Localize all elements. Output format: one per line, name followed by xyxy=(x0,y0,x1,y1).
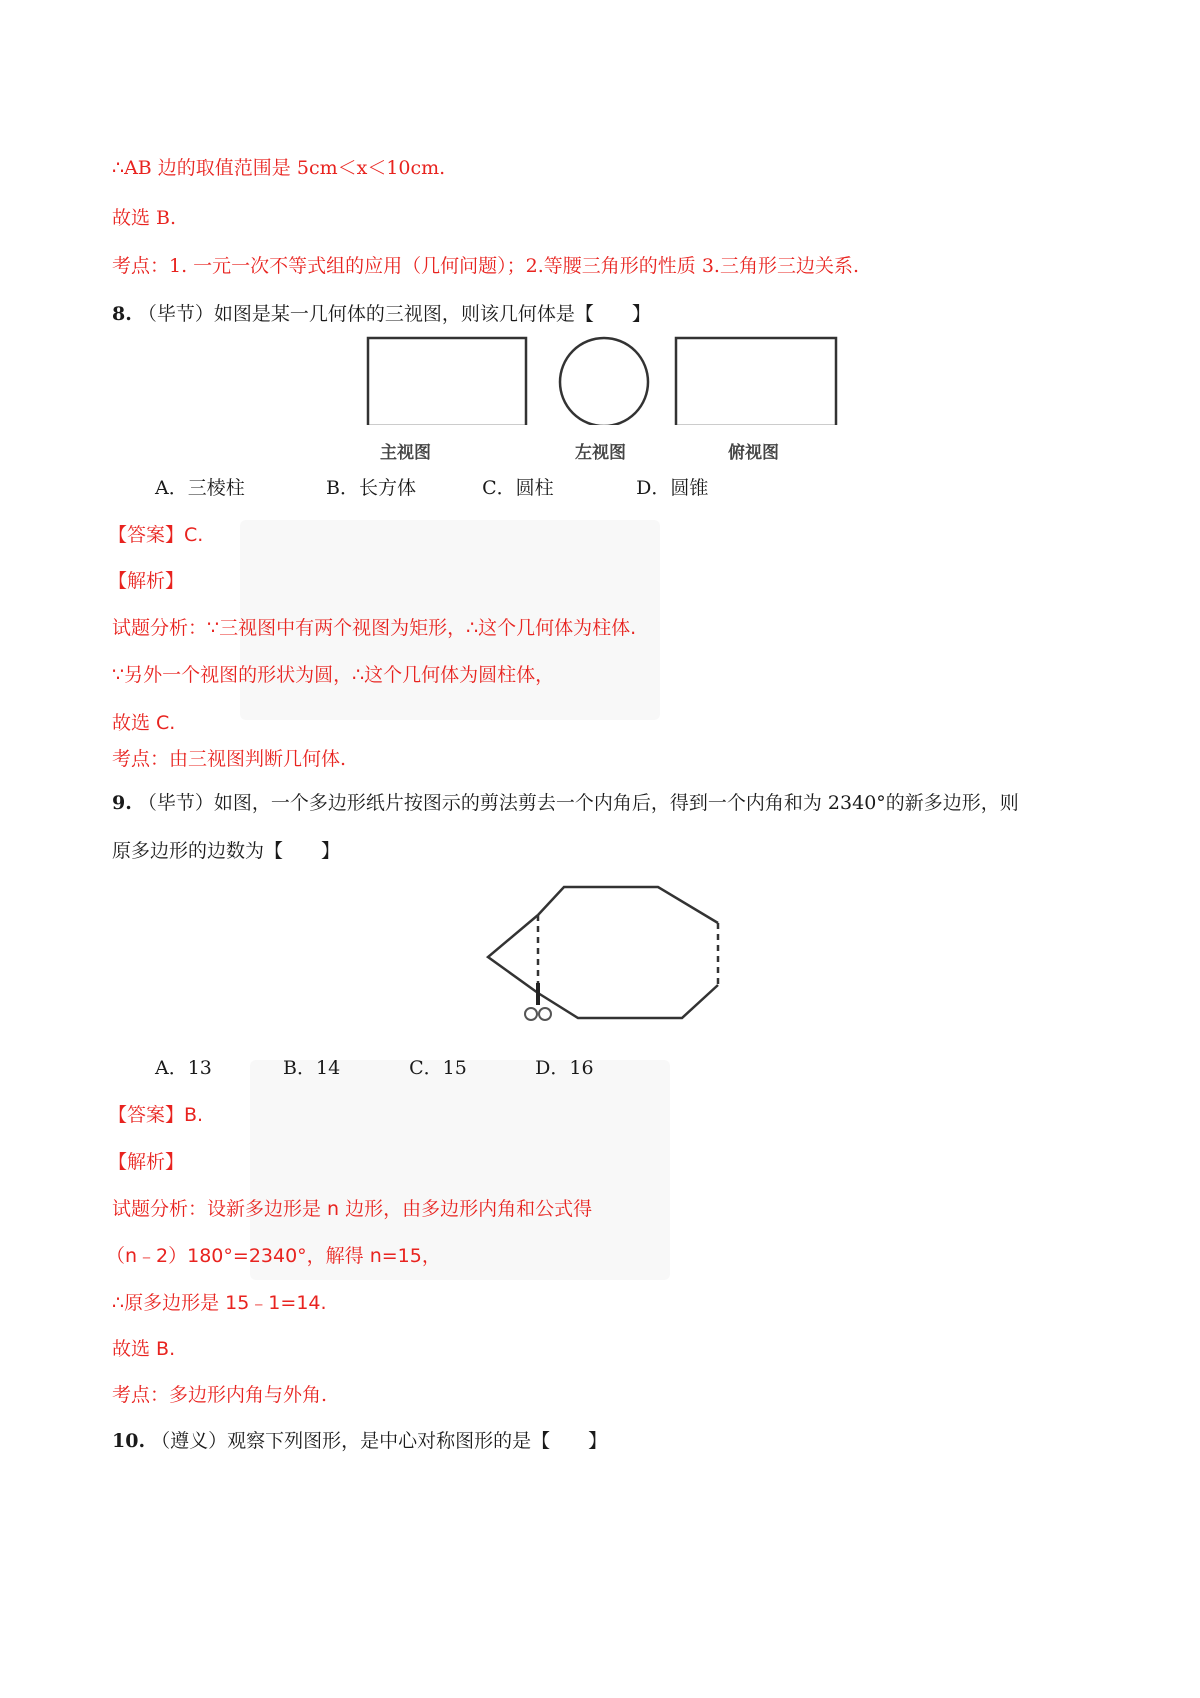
scissors-icon xyxy=(525,983,551,1020)
q8-analysis-line-3: 故选 C. xyxy=(112,712,176,734)
polygon-solid-edges xyxy=(538,887,718,923)
q9-stem-line-2: 原多边形的边数为【 】 xyxy=(112,840,341,862)
q8-option-d: D．圆锥 xyxy=(636,477,709,499)
side-view-caption: 左视图 xyxy=(575,443,626,463)
q9-analysis-line-2: （n﹣2）180°=2340°，解得 n=15， xyxy=(106,1245,441,1267)
q9-option-d: D．16 xyxy=(535,1057,594,1079)
q9-option-b: B．14 xyxy=(283,1057,341,1079)
front-view-caption: 主视图 xyxy=(380,443,431,463)
q7-range-text: ∴AB 边的取值范围是 5cm＜x＜10cm. xyxy=(112,157,446,179)
cut-corner-edges xyxy=(488,915,538,993)
q9-option-a: A．13 xyxy=(155,1057,212,1079)
q8-number: 8. xyxy=(112,303,132,325)
q7-choice-text: 故选 B. xyxy=(112,207,177,229)
q9-polygon-figure xyxy=(470,875,730,1025)
q8-option-c: C．圆柱 xyxy=(482,477,554,499)
q9-answer: 【答案】B. xyxy=(108,1104,204,1126)
q8-three-views-figure xyxy=(360,330,840,425)
q8-answer: 【答案】C. xyxy=(108,524,204,546)
q9-stem-line-1 xyxy=(112,790,1019,816)
q10-number: 10. xyxy=(112,1430,146,1452)
front-view-rectangle xyxy=(368,338,526,425)
side-view-circle xyxy=(560,338,648,425)
q10-stem-text: （遵义）观察下列图形，是中心对称图形的是【 】 xyxy=(151,1430,608,1452)
q9-analysis-label: 【解析】 xyxy=(108,1151,185,1173)
polygon-solid-edges-lower xyxy=(538,985,718,1018)
q8-analysis-line-2: ∵另外一个视图的形状为圆，∴这个几何体为圆柱体， xyxy=(112,664,555,686)
q9-option-c: C．15 xyxy=(409,1057,467,1079)
q8-stem xyxy=(112,301,651,327)
q10-stem xyxy=(112,1428,607,1454)
q9-number: 9. xyxy=(112,792,132,814)
q9-points: 考点：多边形内角与外角. xyxy=(112,1384,328,1406)
q8-options xyxy=(155,475,708,501)
top-view-caption: 俯视图 xyxy=(728,443,779,463)
top-view-rectangle xyxy=(676,338,836,425)
q8-analysis-label: 【解析】 xyxy=(108,570,185,592)
q9-analysis-line-3: ∴原多边形是 15﹣1=14. xyxy=(112,1292,327,1314)
q8-stem-text: （毕节）如图是某一几何体的三视图，则该几何体是【 】 xyxy=(137,303,651,325)
q8-option-b: B．长方体 xyxy=(326,477,417,499)
q9-options xyxy=(155,1055,594,1081)
q8-points: 考点：由三视图判断几何体. xyxy=(112,748,347,770)
q7-points-text: 考点：1. 一元一次不等式组的应用（几何问题）；2.等腰三角形的性质 3.三角形三边关系. xyxy=(112,255,860,277)
q9-analysis-line-1: 试题分析：设新多边形是 n 边形，由多边形内角和公式得 xyxy=(112,1198,593,1220)
q9-stem-text-1: （毕节）如图，一个多边形纸片按图示的剪法剪去一个内角后，得到一个内角和为 2340°的新多边形，则 xyxy=(137,792,1019,814)
q9-analysis-line-4: 故选 B. xyxy=(112,1338,176,1360)
q8-analysis-line-1: 试题分析：∵三视图中有两个视图为矩形，∴这个几何体为柱体. xyxy=(112,617,637,639)
q8-option-a: A．三棱柱 xyxy=(155,477,245,499)
